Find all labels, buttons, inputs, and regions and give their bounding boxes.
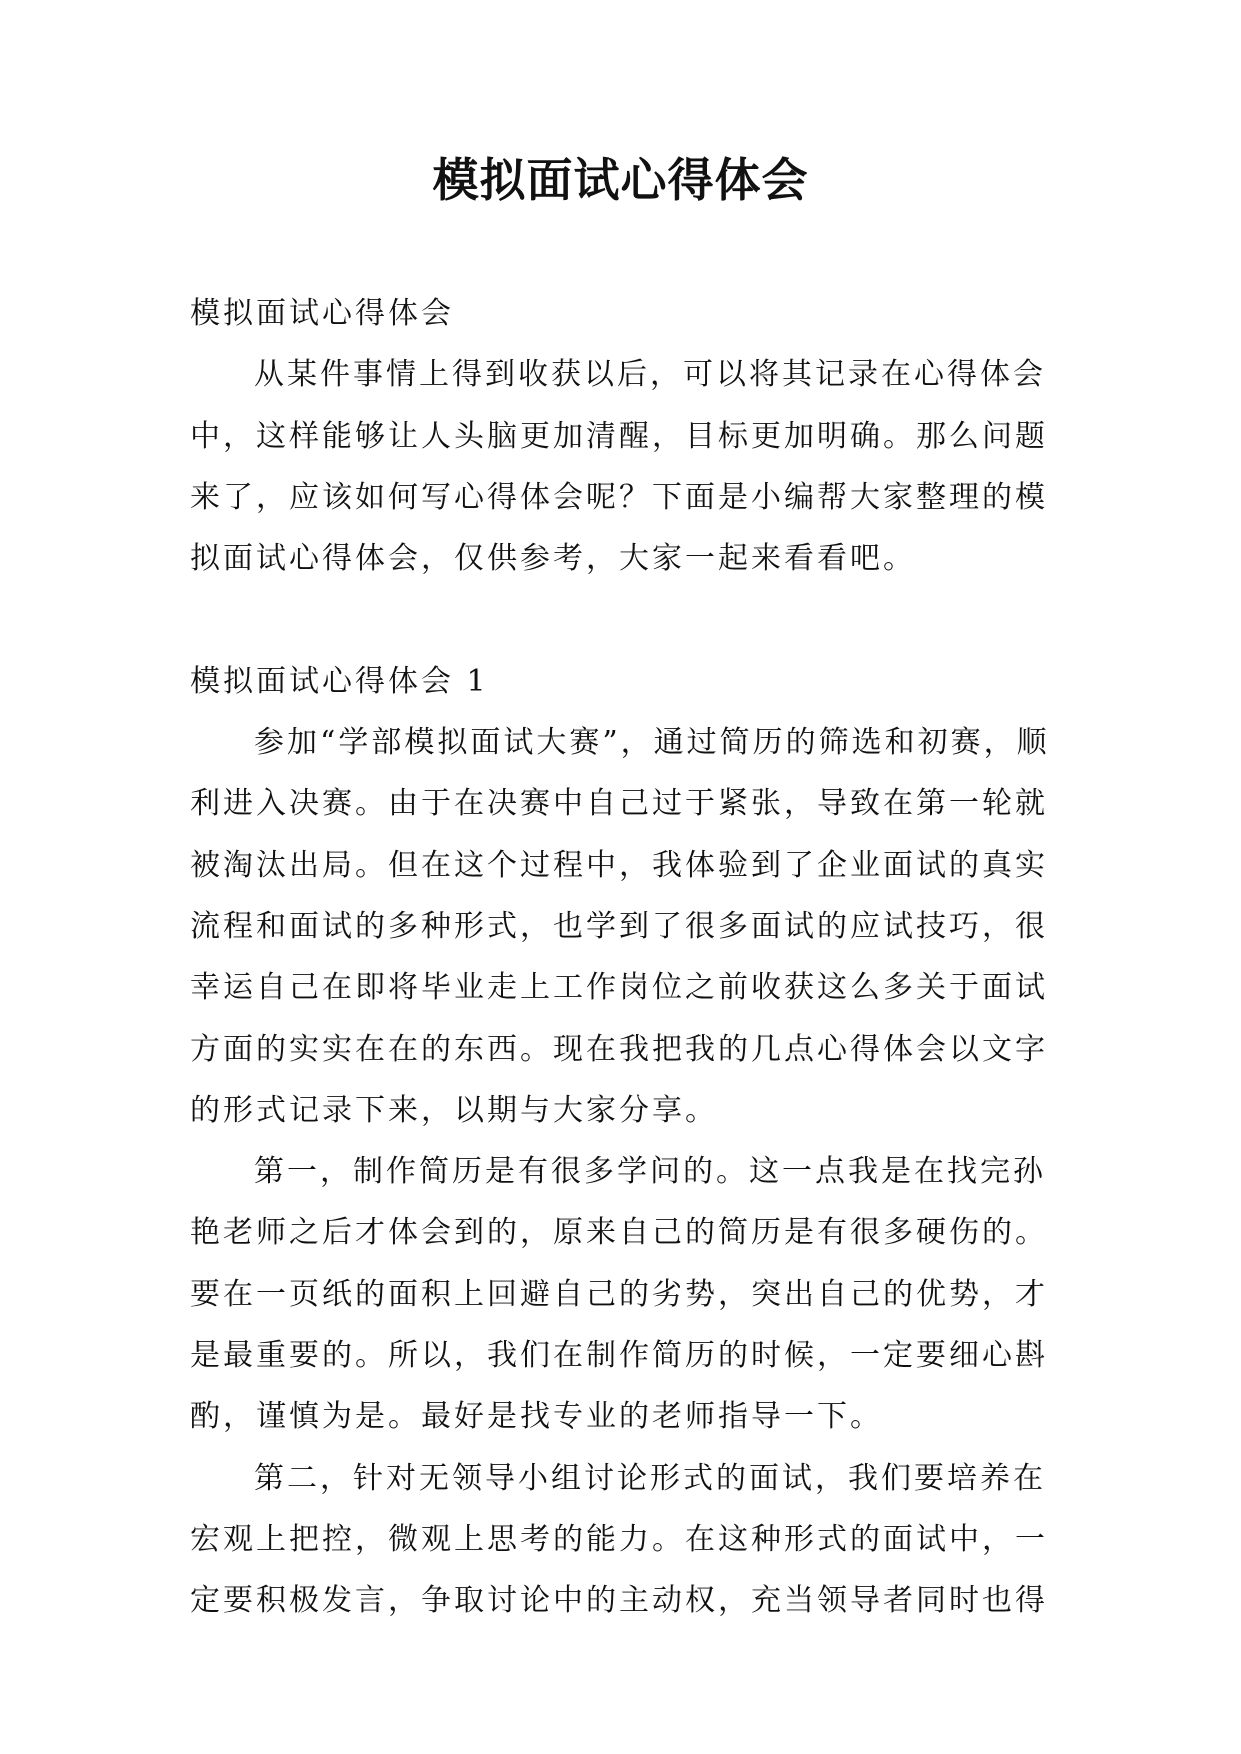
section1-paragraph-2: 第一，制作简历是有很多学问的。这一点我是在找完孙艳老师之后才体会到的，原来自己的简历是有很多硬伤的。要在一页纸的面积上回避自己的劣势，突出自己的优势，才是最重要的。所以，我们在制作简历的时候，一定要细心斟酌，谨慎为是。最好是找专业的老师指导一下。 — [190, 1154, 1048, 1435]
section1-heading: 模拟面试心得体会 1 — [190, 663, 489, 699]
section1-paragraph-3: 第二，针对无领导小组讨论形式的面试，我们要培养在宏观上把控，微观上思考的能力。在这种形式的面试中，一定要积极发言，争取讨论中的主动权，充当领导者同时也得 — [190, 1460, 1048, 1619]
document-title: 模拟面试心得体会 — [432, 153, 809, 207]
intro-heading: 模拟面试心得体会 — [190, 296, 454, 331]
intro-paragraph: 从某件事情上得到收获以后，可以将其记录在心得体会中，这样能够让人头脑更加清醒，目标更加明确。那么问题来了，应该如何写心得体会呢？下面是小编帮大家整理的模拟面试心得体会，仅供参考，大家一起来看看吧。 — [190, 357, 1048, 577]
document-body — [190, 283, 1070, 1632]
section1-paragraph-1: 参加“学部模拟面试大赛”，通过简历的筛选和初赛，顺利进入决赛。由于在决赛中自己过于紧张，导致在第一轮就被淘汰出局。但在这个过程中，我体验到了企业面试的真实流程和面试的多种形式，也学到了很多面试的应试技巧，很幸运自己在即将毕业走上工作岗位之前收获这么多关于面试方面的实实在在的东西。现在我把我的几点心得体会以文字的形式记录下来，以期与大家分享。 — [190, 725, 1050, 1128]
section-spacer — [190, 589, 1070, 650]
